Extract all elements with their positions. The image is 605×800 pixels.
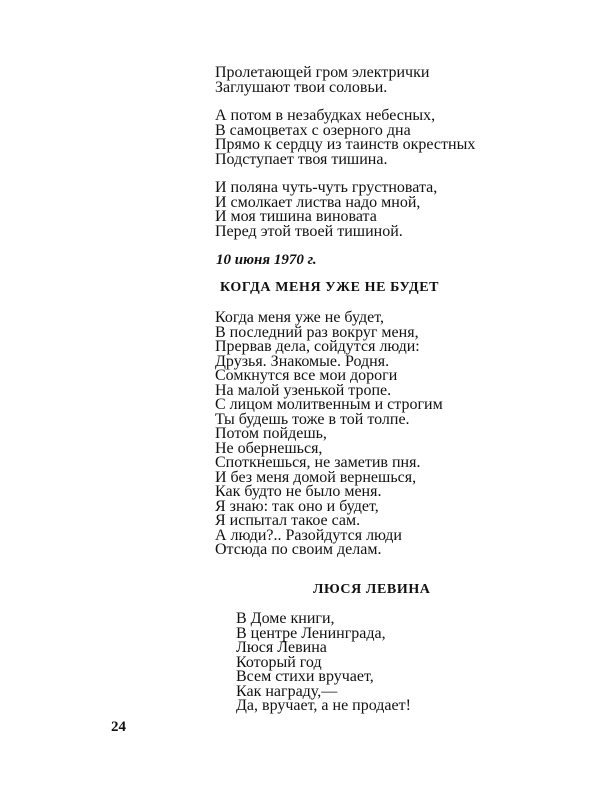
poem2-body — [215, 311, 443, 558]
poem-line: Не обернешься, — [215, 439, 323, 457]
poem-line: Как будто не было меня. — [215, 483, 382, 500]
poem1-stanza-2 — [215, 109, 475, 167]
poem-line: На малой узенькой тропе. — [215, 381, 392, 399]
poem-line: Подступает твоя тишина. — [215, 150, 388, 168]
poem-line: Перед этой твоей тишиной. — [215, 222, 403, 240]
poem-line: Друзья. Знакомые. Родня. — [215, 352, 390, 370]
poem-line: Прямо к сердцу из таинств окрестных — [215, 136, 476, 153]
poem-line: Сомкнутся все мои дороги — [215, 367, 398, 384]
poem-line: Который год — [236, 653, 322, 671]
poem-line: Когда меня уже не будет, — [215, 309, 384, 326]
poem-line: Люся Левина — [236, 639, 327, 656]
poem-line: Как награду,— — [236, 682, 338, 700]
poem-line: С лицом молитвенным и строгим — [215, 396, 443, 413]
poem-line: В центре Ленинграда, — [236, 624, 386, 642]
poem-line: Всем стихи вручает, — [236, 668, 374, 685]
poem-line: Прервав дела, сойдутся люди: — [215, 338, 420, 355]
poem-line: Потом пойдешь, — [215, 425, 327, 442]
poem-line: Я знаю: так оно и будет, — [215, 497, 379, 515]
poem-line: И смолкает листва надо мной, — [215, 193, 421, 211]
poem-line: А потом в незабудках небесных, — [215, 107, 436, 124]
poem1-date: 10 июня 1970 г. — [216, 252, 317, 268]
poem-line: В последний раз вокруг меня, — [215, 323, 419, 341]
poem2-title: КОГДА МЕНЯ УЖЕ НЕ БУДЕТ — [220, 280, 440, 295]
poem3-body — [236, 612, 411, 714]
page-number: 24 — [111, 719, 126, 735]
poem-line: В самоцветах с озерного дна — [215, 121, 411, 139]
poem-line: Отсюда по своим делам. — [215, 541, 382, 558]
poem-line: Да, вручает, а не продает! — [236, 697, 411, 714]
poem-line: Пролетающей гром электрички — [215, 64, 430, 81]
poem-line: Споткнешься, не заметив пня. — [215, 454, 421, 471]
poem-line: И поляна чуть-чуть грустновата, — [215, 179, 438, 196]
poem-line: Ты будешь тоже в той толпе. — [215, 410, 410, 428]
poem1-stanza-3 — [215, 181, 437, 239]
poem-line: И без меня домой вернешься, — [215, 468, 417, 486]
poem3-title: ЛЮСЯ ЛЕВИНА — [313, 582, 431, 597]
poem-line: Заглушают твои соловьи. — [215, 78, 388, 96]
poem-line: А люди?.. Разойдутся люди — [215, 526, 402, 544]
poem-line: В Доме книги, — [236, 610, 335, 627]
poem-line: Я испытал такое сам. — [215, 512, 361, 529]
poem-line: И моя тишина виновата — [215, 208, 377, 225]
poem1-stanza-1 — [215, 66, 429, 95]
